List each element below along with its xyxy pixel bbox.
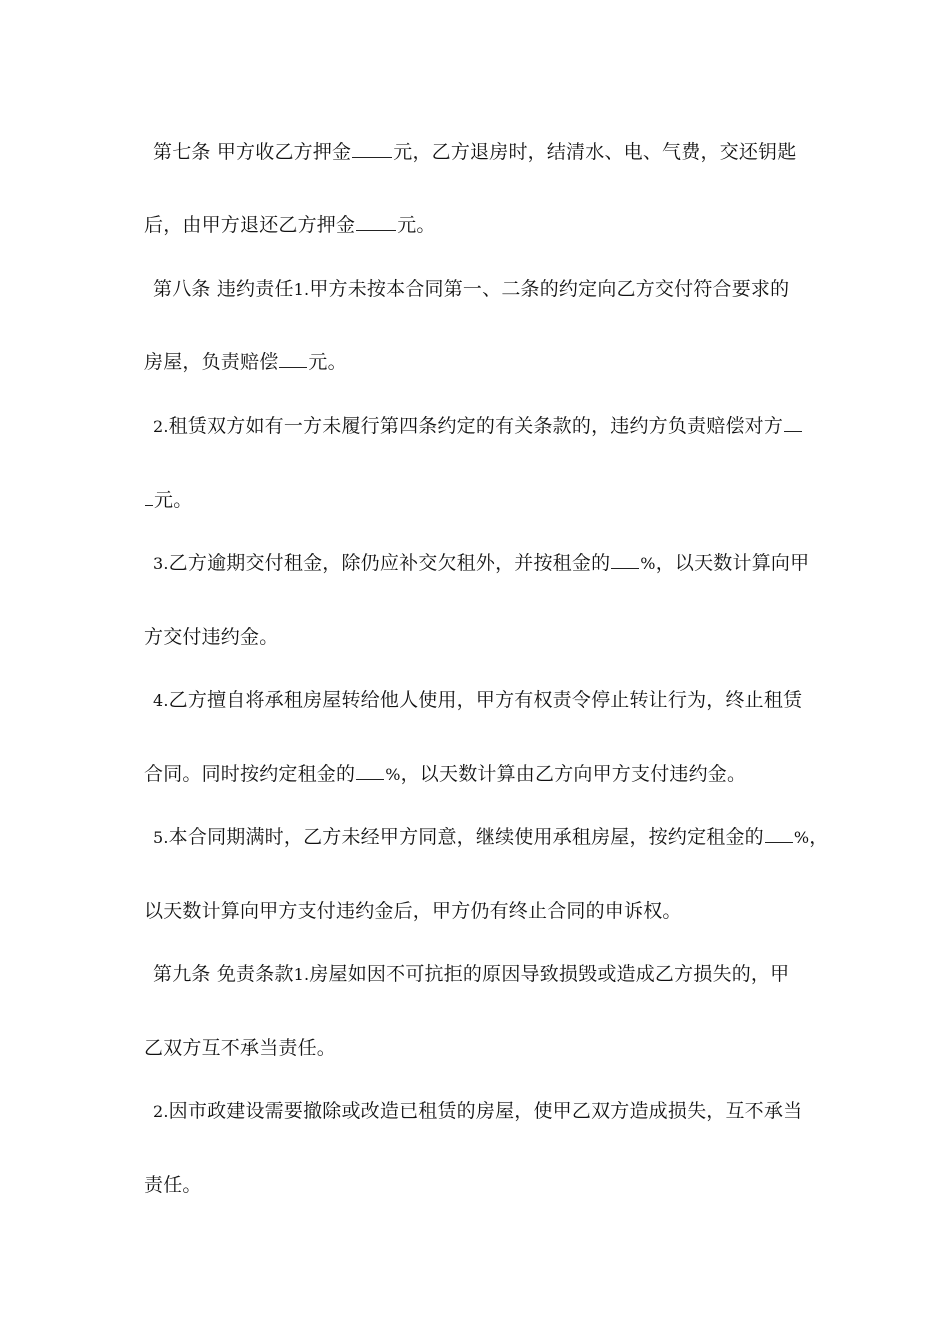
- blank-underline: [784, 414, 802, 432]
- article-8-item-5-line-1: [153, 824, 833, 851]
- text-segment: 乙方逾期交付租金，除仍应补交欠租外，并按租金的: [168, 552, 611, 574]
- text-segment: 元，乙方退房时，结清水、电、气费，交还钥匙: [393, 141, 797, 163]
- article-8-item-3-line-2: [144, 624, 824, 650]
- text-segment: 责任。: [144, 1174, 202, 1196]
- item-number: 4.: [153, 691, 169, 710]
- item-number: 1.: [293, 965, 310, 984]
- article-7-line-2: [144, 212, 824, 238]
- text-segment: ，以天数计算向甲: [655, 552, 810, 574]
- text-segment: 元。: [154, 489, 193, 511]
- article-9-item-1-cont: [144, 1035, 824, 1061]
- article-8-item-2-line-1: [153, 413, 833, 440]
- article-heading: 第九条 免责条款: [153, 963, 294, 985]
- text-segment: 甲方未按本合同第一、二条的约定向乙方交付符合要求的: [309, 278, 790, 300]
- text-segment: ，: [809, 826, 829, 848]
- article-8-item-2-line-2: [144, 487, 824, 513]
- blank-underline: [356, 762, 384, 780]
- article-7-line-1: [153, 139, 833, 165]
- article-8-item-1-cont: [144, 349, 824, 375]
- article-8-heading-line: [153, 276, 833, 303]
- blank-underline: [765, 825, 793, 843]
- text-segment: 合同。同时按约定租金的: [144, 763, 356, 785]
- text-segment: 以天数计算向甲方支付违约金后，甲方仍有终止合同的申诉权。: [144, 900, 682, 922]
- article-8-item-4-line-2: [144, 761, 824, 788]
- item-number: 2.: [153, 1102, 169, 1121]
- blank-underline: [279, 350, 307, 368]
- blank-underline: [352, 140, 392, 158]
- text-segment: 元。: [308, 351, 347, 373]
- text-segment: 租赁双方如有一方未履行第四条约定的有关条款的，违约方负责赔偿对方: [168, 415, 784, 437]
- percent-sign: %: [793, 828, 810, 847]
- article-8-item-5-line-2: [144, 898, 824, 924]
- article-9-item-2-line-1: [153, 1098, 833, 1125]
- text-segment: 方交付违约金。: [144, 626, 279, 648]
- blank-underline: [145, 488, 153, 506]
- text-segment: 本合同期满时，乙方未经甲方同意，继续使用承租房屋，按约定租金的: [168, 826, 764, 848]
- article-8-item-4-line-1: [153, 687, 833, 714]
- text-segment: 后，由甲方退还乙方押金: [144, 214, 356, 236]
- item-number: 5.: [153, 828, 169, 847]
- blank-underline: [611, 551, 639, 569]
- article-9-item-2-line-2: [144, 1172, 824, 1198]
- blank-underline: [356, 213, 396, 231]
- item-number: 2.: [153, 417, 169, 436]
- text-segment: 房屋，负责赔偿: [144, 351, 279, 373]
- text-segment: 乙双方互不承当责任。: [144, 1037, 337, 1059]
- item-number: 3.: [153, 554, 169, 573]
- item-number: 1.: [293, 280, 310, 299]
- text-segment: 元。: [397, 214, 436, 236]
- text-segment: 乙方擅自将承租房屋转给他人使用，甲方有权责令停止转让行为，终止租赁: [168, 689, 803, 711]
- article-heading: 第八条 违约责任: [153, 278, 294, 300]
- article-8-item-3-line-1: [153, 550, 833, 577]
- article-9-heading-line: [153, 961, 833, 988]
- percent-sign: %: [385, 765, 401, 784]
- text-segment: ，以天数计算由乙方向甲方支付违约金。: [400, 763, 747, 785]
- text-segment: 因市政建设需要撤除或改造已租赁的房屋，使甲乙双方造成损失，互不承当: [168, 1100, 803, 1122]
- percent-sign: %: [640, 554, 656, 573]
- text-segment: 第七条 甲方收乙方押金: [153, 141, 352, 163]
- text-segment: 房屋如因不可抗拒的原因导致损毁或造成乙方损失的，甲: [309, 963, 790, 985]
